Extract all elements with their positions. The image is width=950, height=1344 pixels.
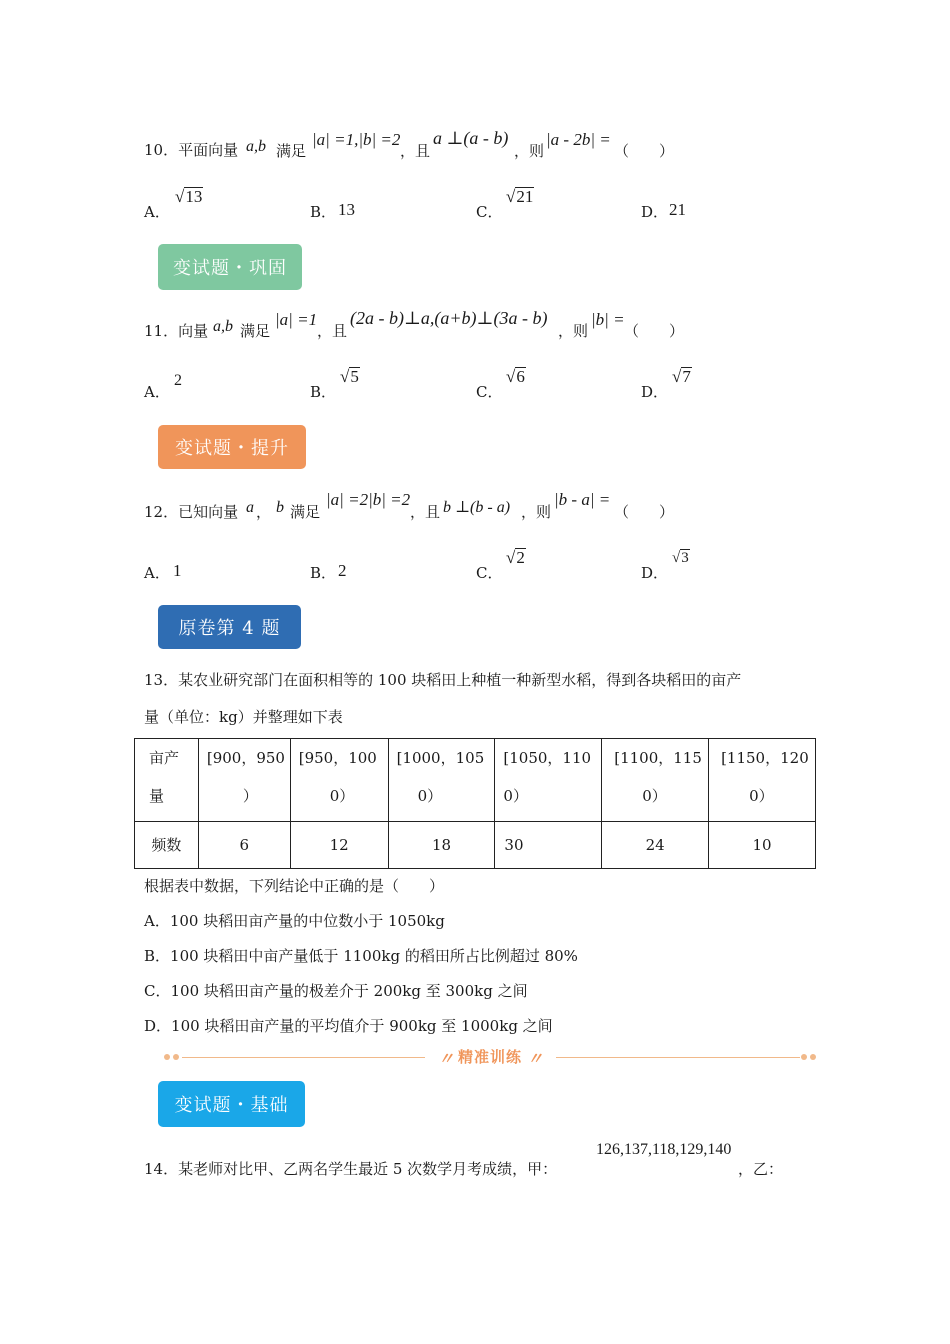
divider-dot	[164, 1054, 170, 1060]
table-range-cell: [1150，120 0）	[709, 739, 816, 822]
table-range-cell: [1050，110 0）	[495, 739, 602, 822]
q12-cond1: |a| =2|b| =2	[326, 490, 411, 509]
section-badge-improve: 变试题・提升	[158, 425, 306, 469]
q10-sep2: ，则	[514, 142, 545, 160]
table-count-cell: 30	[495, 822, 602, 869]
q10-option-d-label: D．	[641, 203, 669, 221]
q11-sep1: ，且	[317, 322, 348, 340]
q13-option-d: D．100 块稻田亩产量的平均值介于 900kg 至 1000kg 之间	[144, 1017, 553, 1035]
divider-title: 精准训练	[458, 1048, 523, 1066]
q10-option-b-label: B．	[310, 203, 337, 221]
q12-option-d-value: √3	[672, 550, 689, 566]
table-count-cell: 10	[709, 822, 816, 869]
q11-vars: a,b	[213, 318, 233, 335]
q10-vars: a,b	[246, 138, 266, 155]
q11-option-b-label: B．	[310, 383, 337, 401]
q11-option-d-label: D．	[641, 383, 669, 401]
table-range-cell: [1000，105 0）	[388, 739, 495, 822]
q13-frequency-table	[134, 738, 816, 869]
q10-option-c-value: √21	[506, 187, 534, 206]
section-badge-basic: 变试题・基础	[158, 1081, 305, 1127]
q10-expr: |a - 2b| =	[546, 130, 611, 149]
q12-option-a-label: A．	[144, 564, 170, 582]
q11-text2: 满足	[240, 322, 271, 340]
q12-blank: （ ）	[614, 503, 675, 521]
q12-option-b-value: 2	[338, 561, 347, 580]
q10-cond2: a ⊥(a - b)	[433, 128, 509, 148]
q12-sep2: ，则	[521, 503, 552, 521]
table-row	[135, 739, 816, 822]
q10-option-a-label: A．	[144, 203, 170, 221]
table-range-cell: [950，100 0）	[290, 739, 388, 822]
divider-line-right	[556, 1057, 800, 1058]
q11-option-b-value: √5	[340, 367, 359, 386]
table-range-cell: [900，950 ）	[198, 739, 290, 822]
q10-cond1: |a| =1,|b| =2	[312, 130, 401, 149]
q12-expr: |b - a| =	[554, 490, 611, 509]
divider-mark-left: 〃	[438, 1049, 455, 1068]
q12-comma: ，	[256, 503, 272, 521]
q12-text2: 满足	[290, 503, 321, 521]
q10-option-b-value: 13	[338, 200, 355, 219]
q12-option-c-label: C．	[476, 564, 503, 582]
q11-number: 11．向量	[144, 322, 209, 340]
section-badge-consolidate: 变试题・巩固	[158, 244, 302, 290]
q10-option-a-value: √13	[175, 187, 203, 206]
table-count-cell: 24	[602, 822, 709, 869]
q12-option-d-label: D．	[641, 564, 669, 582]
q12-option-b-label: B．	[310, 564, 337, 582]
q10-number: 10．	[144, 141, 179, 159]
q10-option-c-label: C．	[476, 203, 503, 221]
q11-option-a-value: 2	[174, 372, 182, 389]
q10-blank: （ ）	[614, 142, 675, 160]
q13-stem-line1: 13．某农业研究部门在面积相等的 100 块稻田上种植一种新型水稻，得到各块稻田的亩产	[144, 671, 742, 689]
q10-stem	[144, 139, 238, 169]
q11-option-c-label: C．	[476, 383, 503, 401]
q12-var-a: a	[246, 499, 254, 516]
table-count-cell: 12	[290, 822, 388, 869]
table-count-cell: 6	[198, 822, 290, 869]
q11-blank: （ ）	[624, 322, 685, 340]
q12-option-c-value: √2	[506, 548, 525, 567]
table-row-label: 频数	[135, 822, 199, 869]
q14-scores-jia: 126,137,118,129,140	[596, 1141, 732, 1158]
q14-tail: ，乙：	[738, 1160, 784, 1178]
divider-dot	[801, 1054, 807, 1060]
q11-option-c-value: √6	[506, 367, 525, 386]
q11-option-a-label: A．	[144, 383, 170, 401]
q10-option-d-value: 21	[669, 200, 686, 219]
q12-number: 12．已知向量	[144, 503, 239, 521]
q14-stem: 14．某老师对比甲、乙两名学生最近 5 次数学月考成绩，甲：	[144, 1160, 558, 1178]
q10-text: 平面向量	[178, 141, 239, 159]
q13-stem-line2: 量（单位：kg）并整理如下表	[144, 708, 343, 726]
q10-text2: 满足	[276, 142, 307, 160]
q12-sep1: ，且	[410, 503, 441, 521]
q12-var-b: b	[276, 499, 284, 516]
q11-cond1: |a| =1	[275, 310, 318, 329]
q13-option-c: C．100 块稻田亩产量的极差介于 200kg 至 300kg 之间	[144, 982, 528, 1000]
divider-dot	[173, 1054, 179, 1060]
section-badge-original: 原卷第 4 题	[158, 605, 301, 649]
divider-dot	[810, 1054, 816, 1060]
q11-cond2: (2a - b)⊥a,(a+b)⊥(3a - b)	[350, 308, 548, 328]
q13-option-a: A．100 块稻田亩产量的中位数小于 1050kg	[144, 912, 445, 930]
q11-option-d-value: √7	[672, 367, 691, 386]
table-header-cell: 亩产 量	[135, 739, 199, 822]
q12-cond2: b ⊥(b - a)	[443, 499, 511, 516]
q11-sep2: ，则	[558, 322, 589, 340]
table-range-cell: [1100，115 0）	[602, 739, 709, 822]
q13-option-b: B．100 块稻田中亩产量低于 1100kg 的稻田所占比例超过 80%	[144, 947, 578, 965]
divider-line-left	[182, 1057, 425, 1058]
q13-prompt: 根据表中数据，下列结论中正确的是（ ）	[144, 877, 445, 895]
q11-expr: |b| =	[591, 310, 625, 329]
divider-mark-right: 〃	[527, 1049, 544, 1068]
q12-option-a-value: 1	[173, 561, 182, 580]
table-row	[135, 822, 816, 869]
q10-sep1: ，且	[400, 142, 431, 160]
table-count-cell: 18	[388, 822, 495, 869]
